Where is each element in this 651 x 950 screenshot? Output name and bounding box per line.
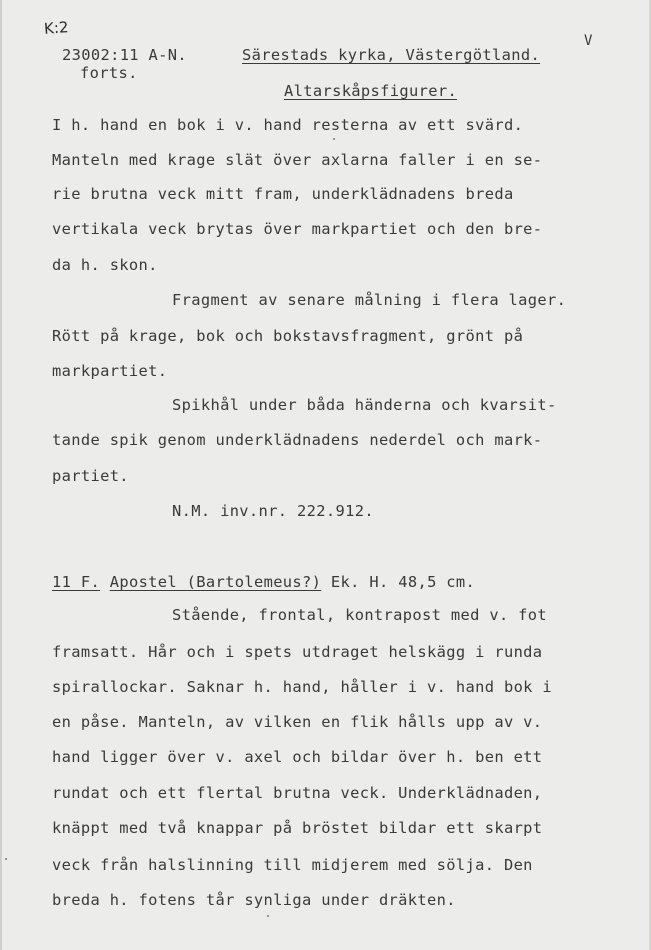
text-line: hand ligger över v. axel och bildar över h. ben ett (52, 748, 543, 766)
text-line: Fragment av senare målning i flera lager. (172, 291, 567, 309)
text-line: da h. skon. (52, 256, 158, 274)
reference-continued: forts. (80, 64, 138, 82)
entry-heading (52, 575, 475, 590)
text-line: rundat och ett flertal brutna veck. Underklädnaden, (52, 784, 543, 802)
text-line: Manteln med krage slät över axlarna faller i en se- (52, 151, 543, 169)
text-line: I h. hand en bok i v. hand resterna av ett svärd. (52, 116, 524, 134)
text-line: en påse. Manteln, av vilken en flik hålls upp av v. (52, 713, 543, 731)
text-line: veck från halslinning till midjerem med sölja. Den (52, 856, 533, 874)
scan-speck (333, 138, 335, 140)
handwritten-mark: K:2 (43, 18, 70, 38)
text-line: Rött på krage, bok och bokstavsfragment, grönt på (52, 327, 524, 345)
text-line: knäppt med två knappar på bröstet bildar ett skarpt (52, 819, 543, 837)
reference-number: 23002:11 A-N. (62, 46, 188, 64)
text-line: Stående, frontal, kontrapost med v. fot (172, 606, 548, 624)
text-line: partiet. (52, 467, 129, 485)
entry-title: Apostel (Bartolemeus?) (109, 573, 322, 591)
text-line: rie brutna veck mitt fram, underklädnadens breda (52, 185, 514, 203)
location-heading: Särestads kyrka, Västergötland. (242, 46, 541, 64)
entry-number: 11 F. (52, 573, 101, 591)
text-line: markpartiet. (52, 362, 168, 380)
text-line: vertikala veck brytas över markpartiet och den bre- (52, 220, 543, 238)
scan-speck (267, 915, 269, 917)
entry-dimensions: Ek. H. 48,5 cm. (330, 573, 476, 591)
text-line: tande spik genom underklädnadens nederdel och mark- (52, 431, 543, 449)
inventory-number: N.M. inv.nr. 222.912. (172, 502, 374, 520)
corner-mark: V (584, 33, 593, 49)
text-line: spirallockar. Saknar h. hand, håller i v. hand bok i (52, 678, 553, 696)
scan-speck (5, 858, 7, 860)
text-line: framsatt. Hår och i spets utdraget helskägg i runda (52, 643, 543, 661)
text-line: breda h. fotens tår synliga under dräkten. (52, 891, 456, 909)
subtitle-heading: Altarskåpsfigurer. (284, 82, 458, 100)
text-line: Spikhål under båda händerna och kvarsit- (172, 396, 557, 414)
